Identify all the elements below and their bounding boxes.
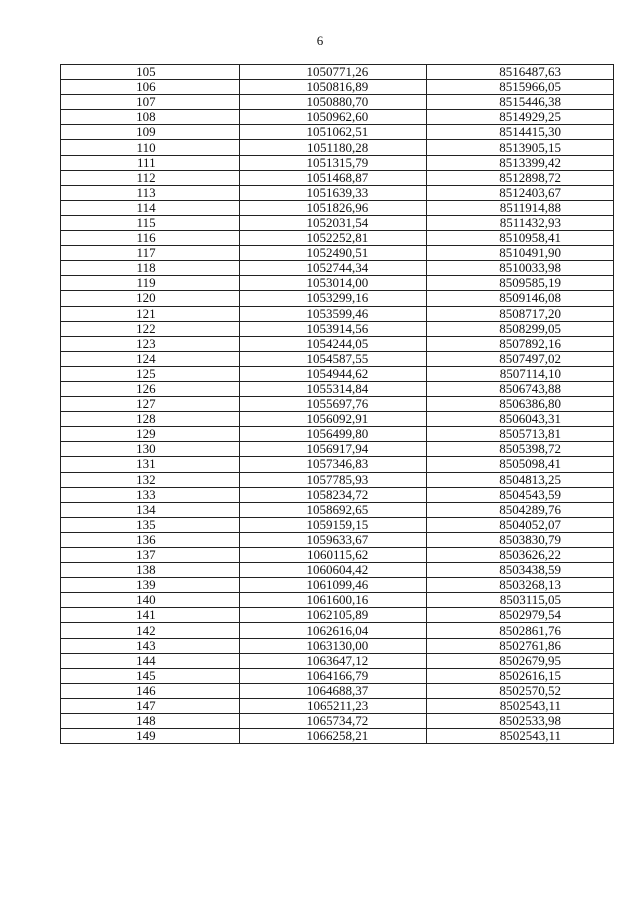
y-coordinate-cell: 8505398,72 xyxy=(427,442,614,457)
x-coordinate-cell: 1055314,84 xyxy=(239,381,427,396)
y-coordinate-cell: 8511432,93 xyxy=(427,215,614,230)
x-coordinate-cell: 1061600,16 xyxy=(239,593,427,608)
point-number-cell: 134 xyxy=(61,502,240,517)
y-coordinate-cell: 8515446,38 xyxy=(427,95,614,110)
table-row xyxy=(61,65,614,80)
x-coordinate-cell: 1063130,00 xyxy=(239,638,427,653)
x-coordinate-cell: 1052744,34 xyxy=(239,261,427,276)
x-coordinate-cell: 1059633,67 xyxy=(239,532,427,547)
y-coordinate-cell: 8506043,31 xyxy=(427,412,614,427)
point-number-cell: 128 xyxy=(61,412,240,427)
y-coordinate-cell: 8511914,88 xyxy=(427,200,614,215)
y-coordinate-cell: 8504813,25 xyxy=(427,472,614,487)
x-coordinate-cell: 1053599,46 xyxy=(239,306,427,321)
y-coordinate-cell: 8507892,16 xyxy=(427,336,614,351)
y-coordinate-cell: 8514415,30 xyxy=(427,125,614,140)
y-coordinate-cell: 8503830,79 xyxy=(427,532,614,547)
y-coordinate-cell: 8509585,19 xyxy=(427,276,614,291)
table-row xyxy=(61,457,614,472)
y-coordinate-cell: 8509146,08 xyxy=(427,291,614,306)
x-coordinate-cell: 1055697,76 xyxy=(239,397,427,412)
point-number-cell: 120 xyxy=(61,291,240,306)
point-number-cell: 129 xyxy=(61,427,240,442)
point-number-cell: 113 xyxy=(61,185,240,200)
table-row xyxy=(61,246,614,261)
point-number-cell: 119 xyxy=(61,276,240,291)
table-row xyxy=(61,608,614,623)
coordinates-table xyxy=(60,64,614,744)
x-coordinate-cell: 1063647,12 xyxy=(239,653,427,668)
page-number: 6 xyxy=(316,33,324,48)
y-coordinate-cell: 8504052,07 xyxy=(427,517,614,532)
table-row xyxy=(61,593,614,608)
x-coordinate-cell: 1054244,05 xyxy=(239,336,427,351)
point-number-cell: 137 xyxy=(61,548,240,563)
y-coordinate-cell: 8502861,76 xyxy=(427,623,614,638)
point-number-cell: 124 xyxy=(61,351,240,366)
y-coordinate-cell: 8513905,15 xyxy=(427,140,614,155)
y-coordinate-cell: 8512898,72 xyxy=(427,170,614,185)
table-row xyxy=(61,321,614,336)
x-coordinate-cell: 1064688,37 xyxy=(239,683,427,698)
y-coordinate-cell: 8510491,90 xyxy=(427,246,614,261)
point-number-cell: 108 xyxy=(61,110,240,125)
table-row xyxy=(61,231,614,246)
y-coordinate-cell: 8508299,05 xyxy=(427,321,614,336)
y-coordinate-cell: 8507114,10 xyxy=(427,366,614,381)
table-row xyxy=(61,563,614,578)
x-coordinate-cell: 1051315,79 xyxy=(239,155,427,170)
table-row xyxy=(61,366,614,381)
table-row xyxy=(61,125,614,140)
table-row xyxy=(61,638,614,653)
point-number-cell: 121 xyxy=(61,306,240,321)
table-row xyxy=(61,381,614,396)
point-number-cell: 123 xyxy=(61,336,240,351)
table-row xyxy=(61,729,614,744)
point-number-cell: 136 xyxy=(61,532,240,547)
point-number-cell: 132 xyxy=(61,472,240,487)
point-number-cell: 126 xyxy=(61,381,240,396)
coordinates-table-body xyxy=(61,65,614,744)
y-coordinate-cell: 8503268,13 xyxy=(427,578,614,593)
x-coordinate-cell: 1058692,65 xyxy=(239,502,427,517)
x-coordinate-cell: 1066258,21 xyxy=(239,729,427,744)
x-coordinate-cell: 1051826,96 xyxy=(239,200,427,215)
x-coordinate-cell: 1050880,70 xyxy=(239,95,427,110)
point-number-cell: 125 xyxy=(61,366,240,381)
y-coordinate-cell: 8504289,76 xyxy=(427,502,614,517)
x-coordinate-cell: 1056917,94 xyxy=(239,442,427,457)
y-coordinate-cell: 8502979,54 xyxy=(427,608,614,623)
x-coordinate-cell: 1056499,80 xyxy=(239,427,427,442)
x-coordinate-cell: 1064166,79 xyxy=(239,668,427,683)
point-number-cell: 115 xyxy=(61,215,240,230)
y-coordinate-cell: 8513399,42 xyxy=(427,155,614,170)
y-coordinate-cell: 8510033,98 xyxy=(427,261,614,276)
point-number-cell: 114 xyxy=(61,200,240,215)
y-coordinate-cell: 8503626,22 xyxy=(427,548,614,563)
x-coordinate-cell: 1053299,16 xyxy=(239,291,427,306)
table-row xyxy=(61,472,614,487)
table-row xyxy=(61,140,614,155)
y-coordinate-cell: 8502761,86 xyxy=(427,638,614,653)
table-row xyxy=(61,487,614,502)
table-row xyxy=(61,397,614,412)
x-coordinate-cell: 1060604,42 xyxy=(239,563,427,578)
table-row xyxy=(61,442,614,457)
table-row xyxy=(61,714,614,729)
x-coordinate-cell: 1061099,46 xyxy=(239,578,427,593)
y-coordinate-cell: 8507497,02 xyxy=(427,351,614,366)
x-coordinate-cell: 1065211,23 xyxy=(239,698,427,713)
table-row xyxy=(61,427,614,442)
y-coordinate-cell: 8505713,81 xyxy=(427,427,614,442)
table-row xyxy=(61,261,614,276)
point-number-cell: 138 xyxy=(61,563,240,578)
table-row xyxy=(61,578,614,593)
y-coordinate-cell: 8506386,80 xyxy=(427,397,614,412)
x-coordinate-cell: 1053014,00 xyxy=(239,276,427,291)
point-number-cell: 147 xyxy=(61,698,240,713)
y-coordinate-cell: 8502533,98 xyxy=(427,714,614,729)
point-number-cell: 105 xyxy=(61,65,240,80)
table-row xyxy=(61,351,614,366)
table-row xyxy=(61,95,614,110)
point-number-cell: 117 xyxy=(61,246,240,261)
table-row xyxy=(61,80,614,95)
y-coordinate-cell: 8514929,25 xyxy=(427,110,614,125)
x-coordinate-cell: 1062616,04 xyxy=(239,623,427,638)
point-number-cell: 145 xyxy=(61,668,240,683)
x-coordinate-cell: 1058234,72 xyxy=(239,487,427,502)
point-number-cell: 107 xyxy=(61,95,240,110)
x-coordinate-cell: 1062105,89 xyxy=(239,608,427,623)
x-coordinate-cell: 1051468,87 xyxy=(239,170,427,185)
table-row xyxy=(61,698,614,713)
point-number-cell: 140 xyxy=(61,593,240,608)
x-coordinate-cell: 1050816,89 xyxy=(239,80,427,95)
y-coordinate-cell: 8505098,41 xyxy=(427,457,614,472)
point-number-cell: 111 xyxy=(61,155,240,170)
point-number-cell: 110 xyxy=(61,140,240,155)
point-number-cell: 106 xyxy=(61,80,240,95)
point-number-cell: 139 xyxy=(61,578,240,593)
y-coordinate-cell: 8503438,59 xyxy=(427,563,614,578)
table-row xyxy=(61,110,614,125)
table-row xyxy=(61,291,614,306)
point-number-cell: 143 xyxy=(61,638,240,653)
point-number-cell: 118 xyxy=(61,261,240,276)
y-coordinate-cell: 8508717,20 xyxy=(427,306,614,321)
point-number-cell: 135 xyxy=(61,517,240,532)
table-row xyxy=(61,306,614,321)
table-row xyxy=(61,668,614,683)
table-row xyxy=(61,200,614,215)
y-coordinate-cell: 8502570,52 xyxy=(427,683,614,698)
table-row xyxy=(61,683,614,698)
table-row xyxy=(61,517,614,532)
point-number-cell: 149 xyxy=(61,729,240,744)
point-number-cell: 146 xyxy=(61,683,240,698)
point-number-cell: 116 xyxy=(61,231,240,246)
x-coordinate-cell: 1053914,56 xyxy=(239,321,427,336)
y-coordinate-cell: 8502543,11 xyxy=(427,729,614,744)
x-coordinate-cell: 1065734,72 xyxy=(239,714,427,729)
point-number-cell: 127 xyxy=(61,397,240,412)
point-number-cell: 142 xyxy=(61,623,240,638)
point-number-cell: 112 xyxy=(61,170,240,185)
point-number-cell: 130 xyxy=(61,442,240,457)
x-coordinate-cell: 1051062,51 xyxy=(239,125,427,140)
y-coordinate-cell: 8502616,15 xyxy=(427,668,614,683)
y-coordinate-cell: 8512403,67 xyxy=(427,185,614,200)
x-coordinate-cell: 1054587,55 xyxy=(239,351,427,366)
point-number-cell: 141 xyxy=(61,608,240,623)
table-row xyxy=(61,548,614,563)
x-coordinate-cell: 1052252,81 xyxy=(239,231,427,246)
x-coordinate-cell: 1051180,28 xyxy=(239,140,427,155)
point-number-cell: 144 xyxy=(61,653,240,668)
y-coordinate-cell: 8502543,11 xyxy=(427,698,614,713)
x-coordinate-cell: 1054944,62 xyxy=(239,366,427,381)
x-coordinate-cell: 1060115,62 xyxy=(239,548,427,563)
table-row xyxy=(61,215,614,230)
y-coordinate-cell: 8510958,41 xyxy=(427,231,614,246)
y-coordinate-cell: 8516487,63 xyxy=(427,65,614,80)
table-row xyxy=(61,502,614,517)
y-coordinate-cell: 8503115,05 xyxy=(427,593,614,608)
table-row xyxy=(61,155,614,170)
x-coordinate-cell: 1057785,93 xyxy=(239,472,427,487)
point-number-cell: 133 xyxy=(61,487,240,502)
table-row xyxy=(61,276,614,291)
x-coordinate-cell: 1057346,83 xyxy=(239,457,427,472)
table-row xyxy=(61,170,614,185)
x-coordinate-cell: 1059159,15 xyxy=(239,517,427,532)
point-number-cell: 122 xyxy=(61,321,240,336)
point-number-cell: 131 xyxy=(61,457,240,472)
y-coordinate-cell: 8515966,05 xyxy=(427,80,614,95)
x-coordinate-cell: 1056092,91 xyxy=(239,412,427,427)
x-coordinate-cell: 1051639,33 xyxy=(239,185,427,200)
y-coordinate-cell: 8506743,88 xyxy=(427,381,614,396)
table-row xyxy=(61,653,614,668)
table-row xyxy=(61,623,614,638)
table-row xyxy=(61,336,614,351)
x-coordinate-cell: 1050771,26 xyxy=(239,65,427,80)
point-number-cell: 109 xyxy=(61,125,240,140)
y-coordinate-cell: 8502679,95 xyxy=(427,653,614,668)
x-coordinate-cell: 1052490,51 xyxy=(239,246,427,261)
table-row xyxy=(61,185,614,200)
table-row xyxy=(61,412,614,427)
x-coordinate-cell: 1052031,54 xyxy=(239,215,427,230)
y-coordinate-cell: 8504543,59 xyxy=(427,487,614,502)
table-row xyxy=(61,532,614,547)
point-number-cell: 148 xyxy=(61,714,240,729)
x-coordinate-cell: 1050962,60 xyxy=(239,110,427,125)
